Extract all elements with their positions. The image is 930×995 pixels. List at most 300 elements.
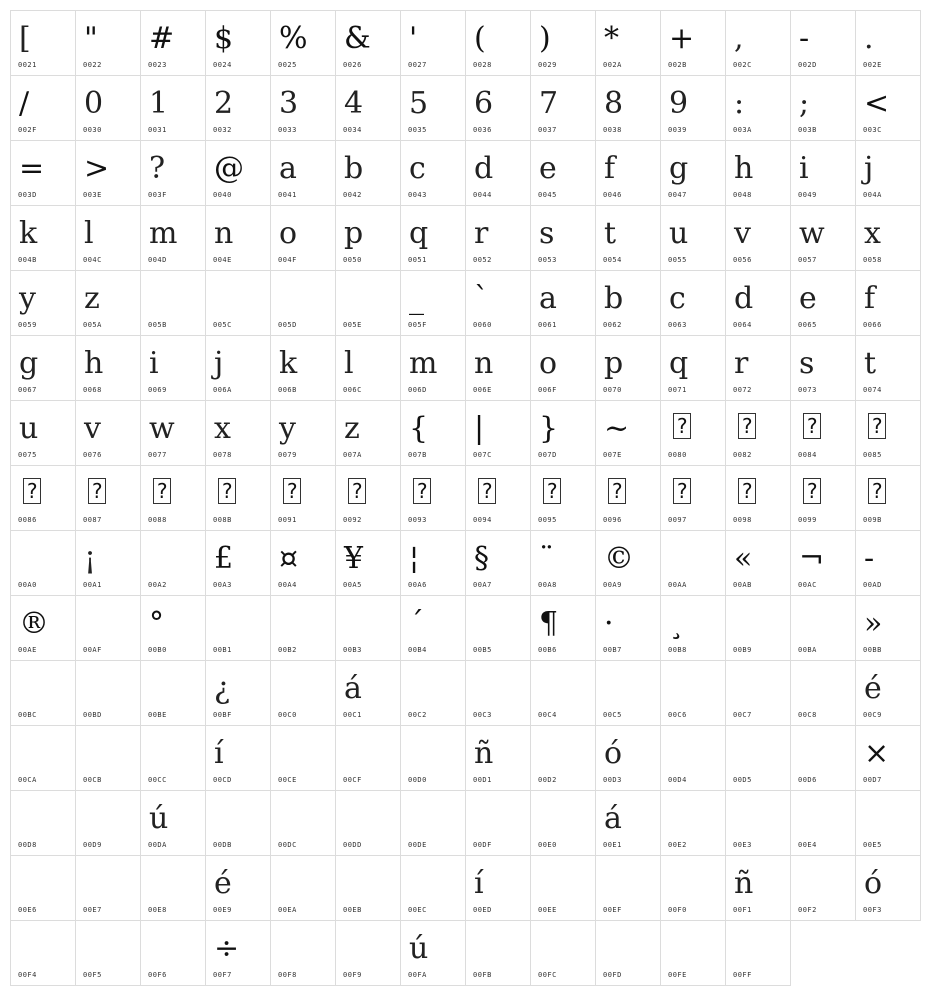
glyph-cell: [76, 141, 141, 206]
glyph-code: 00A5: [343, 581, 362, 589]
glyph-code: 00B7: [603, 646, 622, 654]
glyph-code: 00CD: [213, 776, 232, 784]
glyph-cell: [726, 791, 791, 856]
glyph-char: ': [409, 21, 418, 56]
glyph-char: o: [539, 346, 558, 381]
glyph-char: .: [864, 21, 874, 56]
glyph-cell: [596, 856, 661, 921]
glyph-cell: [661, 661, 726, 726]
glyph-char: l: [344, 346, 354, 381]
glyph-char: m: [409, 346, 438, 381]
glyph-char: 2: [214, 86, 234, 121]
glyph-code: 00EF: [603, 906, 622, 914]
glyph-cell: [856, 11, 921, 76]
glyph-char: h: [84, 346, 104, 381]
glyph-cell: [791, 11, 856, 76]
glyph-cell: [206, 856, 271, 921]
glyph-cell: [336, 336, 401, 401]
glyph-code: 0062: [603, 321, 622, 329]
glyph-cell: [336, 921, 401, 986]
glyph-char: °: [149, 606, 164, 641]
glyph-code: 0058: [863, 256, 882, 264]
glyph-code: 0025: [278, 61, 297, 69]
glyph-char: 6: [474, 86, 494, 121]
glyph-code: 00FA: [408, 971, 427, 979]
glyph-char: v: [84, 411, 101, 446]
glyph-code: 0080: [668, 451, 687, 459]
glyph-cell: [271, 596, 336, 661]
glyph-code: 0051: [408, 256, 427, 264]
glyph-char: ?: [413, 478, 431, 504]
glyph-cell: [401, 596, 466, 661]
glyph-code: 0056: [733, 256, 752, 264]
glyph-code: 00AC: [798, 581, 817, 589]
glyph-cell: [596, 76, 661, 141]
glyph-cell: [11, 596, 76, 661]
glyph-code: 00CC: [148, 776, 167, 784]
glyph-code: 00B5: [473, 646, 492, 654]
glyph-cell: [531, 11, 596, 76]
glyph-cell: [661, 856, 726, 921]
glyph-cell: [466, 141, 531, 206]
glyph-code: 0098: [733, 516, 752, 524]
glyph-char: k: [279, 346, 298, 381]
glyph-char: 1: [149, 86, 169, 121]
glyph-char: d: [474, 151, 494, 186]
glyph-code: 00EC: [408, 906, 427, 914]
glyph-cell: [726, 206, 791, 271]
glyph-cell: [791, 401, 856, 466]
glyph-cell: [531, 271, 596, 336]
glyph-char: l: [84, 216, 94, 251]
glyph-code: 0021: [18, 61, 37, 69]
glyph-char: á: [604, 801, 622, 836]
glyph-char: (: [474, 21, 486, 56]
glyph-char: o: [279, 216, 298, 251]
glyph-char: í: [214, 736, 224, 771]
glyph-char: _: [409, 281, 424, 316]
glyph-char: j: [864, 151, 874, 186]
glyph-code: 0037: [538, 126, 557, 134]
glyph-code: 00BC: [18, 711, 37, 719]
glyph-char: -: [864, 541, 875, 576]
glyph-cell: [531, 791, 596, 856]
glyph-code: 008B: [213, 516, 232, 524]
glyph-char: ñ: [734, 866, 754, 901]
glyph-char: c: [409, 151, 426, 186]
glyph-code: 0096: [603, 516, 622, 524]
glyph-char: =: [19, 151, 45, 186]
glyph-cell: [596, 531, 661, 596]
glyph-char: ?: [673, 413, 691, 439]
glyph-code: 00E1: [603, 841, 622, 849]
glyph-char: 8: [604, 86, 624, 121]
glyph-cell: [271, 791, 336, 856]
glyph-cell: [141, 401, 206, 466]
glyph-code: 0045: [538, 191, 557, 199]
glyph-char: t: [864, 346, 877, 381]
glyph-code: 0031: [148, 126, 167, 134]
glyph-cell: [271, 531, 336, 596]
glyph-code: 0066: [863, 321, 882, 329]
glyph-cell: [791, 336, 856, 401]
glyph-code: 00E0: [538, 841, 557, 849]
glyph-cell: [531, 206, 596, 271]
glyph-code: 0055: [668, 256, 687, 264]
glyph-cell: [141, 271, 206, 336]
glyph-code: 00F0: [668, 906, 687, 914]
glyph-code: 00B1: [213, 646, 232, 654]
glyph-code: 00AD: [863, 581, 882, 589]
glyph-char: ¿: [214, 671, 231, 706]
glyph-code: 0027: [408, 61, 427, 69]
glyph-cell: [76, 401, 141, 466]
glyph-cell: [531, 661, 596, 726]
glyph-code: 0075: [18, 451, 37, 459]
glyph-char: ×: [864, 736, 890, 771]
glyph-cell: [401, 76, 466, 141]
glyph-char: a: [539, 281, 557, 316]
glyph-cell: [596, 11, 661, 76]
glyph-cell: [661, 466, 726, 531]
glyph-cell: [726, 141, 791, 206]
glyph-code: 00B2: [278, 646, 297, 654]
glyph-cell: [336, 401, 401, 466]
glyph-cell: [336, 661, 401, 726]
glyph-cell: [206, 921, 271, 986]
glyph-cell: [791, 596, 856, 661]
glyph-code: 00A0: [18, 581, 37, 589]
glyph-code: 0033: [278, 126, 297, 134]
glyph-char: ): [539, 21, 551, 56]
glyph-cell: [141, 76, 206, 141]
glyph-cell: [336, 856, 401, 921]
glyph-code: 006B: [278, 386, 297, 394]
glyph-char: >: [84, 151, 110, 186]
glyph-char: #: [149, 21, 175, 56]
glyph-cell: [531, 856, 596, 921]
glyph-code: 00A6: [408, 581, 427, 589]
glyph-code: 0095: [538, 516, 557, 524]
glyph-code: 00BA: [798, 646, 817, 654]
glyph-char: x: [864, 216, 881, 251]
glyph-char: s: [799, 346, 815, 381]
glyph-char: ?: [803, 413, 821, 439]
glyph-char: ·: [604, 606, 614, 641]
glyph-cell: [726, 726, 791, 791]
glyph-char: g: [669, 151, 689, 186]
glyph-code: 0026: [343, 61, 362, 69]
glyph-code: 0053: [538, 256, 557, 264]
glyph-code: 009B: [863, 516, 882, 524]
glyph-char: ?: [868, 413, 886, 439]
glyph-cell: [206, 791, 271, 856]
glyph-code: 0069: [148, 386, 167, 394]
glyph-code: 0024: [213, 61, 232, 69]
glyph-char: 7: [539, 86, 559, 121]
glyph-char: a: [279, 151, 297, 186]
glyph-code: 00DC: [278, 841, 297, 849]
glyph-char: ?: [283, 478, 301, 504]
glyph-code: 00A9: [603, 581, 622, 589]
glyph-cell: [401, 856, 466, 921]
glyph-code: 0030: [83, 126, 102, 134]
glyph-code: 003E: [83, 191, 102, 199]
glyph-cell: [726, 271, 791, 336]
glyph-char: ,: [734, 21, 744, 56]
glyph-cell: [11, 11, 76, 76]
glyph-cell: [661, 11, 726, 76]
glyph-code: 005E: [343, 321, 362, 329]
glyph-code: 00C3: [473, 711, 492, 719]
glyph-code: 004F: [278, 256, 297, 264]
glyph-cell: [531, 401, 596, 466]
glyph-code: 00D2: [538, 776, 557, 784]
glyph-char: u: [19, 411, 39, 446]
glyph-cell: [11, 531, 76, 596]
glyph-code: 00EE: [538, 906, 557, 914]
glyph-char: ©: [604, 541, 634, 576]
glyph-code: 00C9: [863, 711, 882, 719]
glyph-cell: [596, 271, 661, 336]
glyph-cell: [466, 661, 531, 726]
glyph-cell: [466, 466, 531, 531]
glyph-code: 0047: [668, 191, 687, 199]
glyph-code: 0073: [798, 386, 817, 394]
glyph-code: 00F3: [863, 906, 882, 914]
glyph-char: z: [84, 281, 100, 316]
glyph-cell: [856, 661, 921, 726]
glyph-code: 00E9: [213, 906, 232, 914]
glyph-cell: [271, 336, 336, 401]
glyph-cell: [531, 336, 596, 401]
glyph-cell: [11, 271, 76, 336]
glyph-code: 0061: [538, 321, 557, 329]
glyph-char: <: [864, 86, 890, 121]
glyph-code: 002C: [733, 61, 752, 69]
glyph-cell: [11, 791, 76, 856]
glyph-char: ?: [218, 478, 236, 504]
glyph-cell: [726, 76, 791, 141]
glyph-char: ¸: [669, 606, 684, 641]
glyph-char: [: [19, 21, 31, 56]
glyph-char: /: [19, 86, 30, 121]
glyph-cell: [141, 531, 206, 596]
glyph-code: 0060: [473, 321, 492, 329]
glyph-cell: [336, 11, 401, 76]
glyph-cell: [336, 206, 401, 271]
glyph-cell: [141, 596, 206, 661]
glyph-char: w: [799, 216, 825, 251]
glyph-cell: [661, 206, 726, 271]
glyph-char: ?: [348, 478, 366, 504]
glyph-char: ¶: [539, 606, 559, 641]
glyph-cell: [141, 206, 206, 271]
glyph-code: 0079: [278, 451, 297, 459]
glyph-cell: [596, 466, 661, 531]
glyph-code: 0057: [798, 256, 817, 264]
glyph-code: 00B0: [148, 646, 167, 654]
glyph-cell: [791, 726, 856, 791]
glyph-cell: [401, 531, 466, 596]
glyph-cell: [11, 76, 76, 141]
glyph-cell: [336, 531, 401, 596]
glyph-code: 00DE: [408, 841, 427, 849]
glyph-cell: [271, 11, 336, 76]
glyph-cell: [726, 466, 791, 531]
glyph-code: 004A: [863, 191, 882, 199]
glyph-code: 0063: [668, 321, 687, 329]
glyph-cell: [401, 401, 466, 466]
glyph-code: 006F: [538, 386, 557, 394]
glyph-cell: [76, 11, 141, 76]
glyph-cell: [726, 661, 791, 726]
glyph-code: 004D: [148, 256, 167, 264]
glyph-cell: [336, 596, 401, 661]
glyph-cell: [726, 596, 791, 661]
glyph-cell: [206, 271, 271, 336]
glyph-cell: [141, 791, 206, 856]
glyph-cell: [856, 206, 921, 271]
glyph-cell: [856, 336, 921, 401]
glyph-code: 00E5: [863, 841, 882, 849]
glyph-code: 00E3: [733, 841, 752, 849]
glyph-code: 0036: [473, 126, 492, 134]
glyph-code: 00AA: [668, 581, 687, 589]
glyph-cell: [661, 76, 726, 141]
glyph-cell: [661, 531, 726, 596]
glyph-grid: [10, 10, 921, 986]
glyph-cell: [596, 791, 661, 856]
glyph-cell: [596, 661, 661, 726]
glyph-cell: [206, 206, 271, 271]
glyph-cell: [141, 856, 206, 921]
glyph-char: £: [214, 541, 234, 576]
glyph-code: 0067: [18, 386, 37, 394]
glyph-code: 00BE: [148, 711, 167, 719]
glyph-cell: [76, 596, 141, 661]
glyph-cell: [76, 856, 141, 921]
glyph-code: 00B4: [408, 646, 427, 654]
glyph-char: r: [734, 346, 749, 381]
glyph-code: 00C8: [798, 711, 817, 719]
glyph-cell: [856, 271, 921, 336]
glyph-cell: [271, 271, 336, 336]
glyph-char: 0: [84, 86, 104, 121]
glyph-cell: [11, 401, 76, 466]
glyph-cell: [466, 596, 531, 661]
glyph-char: é: [864, 671, 882, 706]
glyph-char: p: [344, 216, 364, 251]
glyph-code: 0064: [733, 321, 752, 329]
glyph-code: 0074: [863, 386, 882, 394]
glyph-char: %: [279, 21, 308, 56]
glyph-cell: [466, 271, 531, 336]
glyph-code: 006A: [213, 386, 232, 394]
glyph-code: 0041: [278, 191, 297, 199]
glyph-char: ÷: [214, 931, 240, 966]
glyph-char: 4: [344, 86, 364, 121]
glyph-char: k: [19, 216, 38, 251]
glyph-cell: [791, 856, 856, 921]
glyph-char: q: [409, 216, 429, 251]
glyph-code: 0052: [473, 256, 492, 264]
glyph-cell: [856, 76, 921, 141]
glyph-code: 0085: [863, 451, 882, 459]
glyph-char: g: [19, 346, 39, 381]
glyph-cell: [466, 336, 531, 401]
glyph-char: h: [734, 151, 754, 186]
glyph-cell: [596, 141, 661, 206]
glyph-code: 00B9: [733, 646, 752, 654]
glyph-cell: [466, 76, 531, 141]
glyph-cell: [596, 921, 661, 986]
glyph-char: t: [604, 216, 617, 251]
glyph-code: 003B: [798, 126, 817, 134]
glyph-cell: [141, 11, 206, 76]
glyph-cell: [76, 531, 141, 596]
glyph-cell: [141, 921, 206, 986]
glyph-char: m: [149, 216, 178, 251]
glyph-code: 00DB: [213, 841, 232, 849]
glyph-code: 00CF: [343, 776, 362, 784]
glyph-code: 00F1: [733, 906, 752, 914]
glyph-cell: [206, 141, 271, 206]
glyph-cell: [531, 141, 596, 206]
glyph-cell: [336, 466, 401, 531]
glyph-cell: [141, 336, 206, 401]
glyph-code: 00D5: [733, 776, 752, 784]
glyph-char: @: [214, 151, 244, 186]
glyph-cell: [726, 11, 791, 76]
glyph-code: 00C1: [343, 711, 362, 719]
glyph-code: 0086: [18, 516, 37, 524]
glyph-code: 00A3: [213, 581, 232, 589]
glyph-char: é: [214, 866, 232, 901]
glyph-code: 0032: [213, 126, 232, 134]
glyph-cell: [401, 466, 466, 531]
glyph-cell: [401, 271, 466, 336]
glyph-char: ?: [478, 478, 496, 504]
glyph-char: n: [214, 216, 234, 251]
glyph-code: 00BB: [863, 646, 882, 654]
glyph-code: 0050: [343, 256, 362, 264]
glyph-char: ´: [409, 606, 424, 641]
glyph-code: 00C5: [603, 711, 622, 719]
glyph-code: 00C4: [538, 711, 557, 719]
glyph-cell: [661, 141, 726, 206]
glyph-code: 00D8: [18, 841, 37, 849]
glyph-code: 00E2: [668, 841, 687, 849]
glyph-cell: [141, 466, 206, 531]
glyph-code: 00A4: [278, 581, 297, 589]
glyph-code: 0070: [603, 386, 622, 394]
glyph-code: 007D: [538, 451, 557, 459]
glyph-cell: [661, 921, 726, 986]
glyph-cell: [336, 791, 401, 856]
glyph-code: 0039: [668, 126, 687, 134]
glyph-cell: [76, 206, 141, 271]
glyph-cell: [271, 401, 336, 466]
glyph-code: 00AE: [18, 646, 37, 654]
glyph-cell: [726, 401, 791, 466]
glyph-code: 00F4: [18, 971, 37, 979]
glyph-code: 00CB: [83, 776, 102, 784]
glyph-char: {: [409, 411, 429, 446]
glyph-cell: [271, 76, 336, 141]
glyph-char: q: [669, 346, 689, 381]
glyph-char: 3: [279, 86, 299, 121]
